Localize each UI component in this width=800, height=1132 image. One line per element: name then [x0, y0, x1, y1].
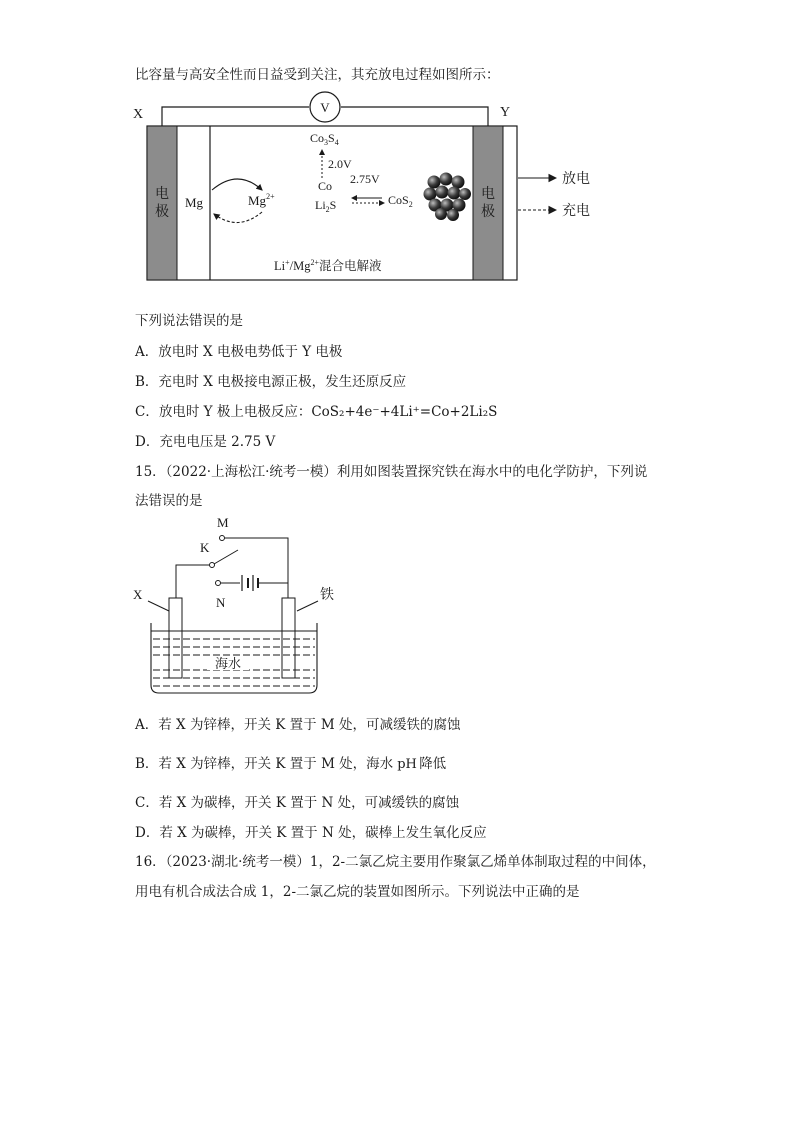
q15-stem-line2: 法错误的是	[135, 493, 203, 509]
label-y: Y	[500, 105, 511, 120]
q14-stem: 下列说法错误的是	[135, 313, 243, 329]
voltmeter-label: V	[320, 100, 330, 115]
co3s4-label: $Co_3S_4$	[310, 131, 339, 147]
wire-x-to-k	[176, 565, 209, 598]
legend-charge-label: 充电	[562, 204, 590, 219]
legend-discharge-label: 放电	[562, 172, 590, 187]
right-electrode-char2: 极	[481, 205, 495, 220]
iron-pointer	[297, 601, 318, 611]
co-label: Co	[318, 179, 333, 193]
intro-text: 比容量与高安全性而日益受到关注，其充放电过程如图所示：	[135, 67, 500, 83]
label-k: K	[200, 540, 210, 555]
mg-ion-label: $Mg^{2+}$	[248, 192, 275, 208]
q14-option-a: A．放电时 X 电极电势低于 Y 电极	[135, 344, 343, 360]
seawater-label: 海水	[214, 656, 242, 671]
terminal-n	[216, 581, 221, 586]
label-iron: 铁	[320, 588, 334, 603]
voltage-2v: 2.0V	[328, 157, 352, 171]
q15-option-a: A．若 X 为锌棒，开关 K 置于 M 处，可减缓铁的腐蚀	[135, 717, 461, 733]
q14-option-b: B．充电时 X 电极接电源正极，发生还原反应	[135, 374, 407, 390]
right-electrode-char1: 电	[481, 187, 495, 202]
electrode-x	[169, 598, 182, 678]
label-m: M	[217, 515, 229, 530]
q15-option-b-end: 降低	[419, 756, 447, 772]
label-x2: X	[133, 587, 143, 602]
right-electrode	[473, 126, 503, 280]
label-n: N	[216, 595, 226, 610]
q15-option-b-text: B．若 X 为锌棒，开关 K 置于 M 处，海水	[135, 756, 394, 772]
terminal-k	[210, 563, 215, 568]
cos2-label: CoS$_2$	[388, 193, 413, 209]
mg-label: Mg	[185, 195, 204, 210]
electrode-iron	[282, 598, 295, 678]
li2s-label: $Li_2S$	[315, 198, 337, 214]
q16-stem-line1: 16．（2023·湖北·统考一模）1，2-二氯乙烷主要用作聚氯乙烯单体制取过程的中间体，	[135, 854, 656, 870]
q14-option-c: C．放电时 Y 极上电极反应：CoS₂+4e⁻+4Li⁺=Co+2Li₂S	[135, 404, 498, 420]
switch-k	[214, 550, 238, 564]
left-electrode-char1: 电	[155, 187, 169, 202]
label-x: X	[133, 107, 144, 122]
q15-option-d: D．若 X 为碳棒，开关 K 置于 N 处，碳棒上发生氧化反应	[135, 825, 487, 841]
electrolyte-label: $Li^+/Mg^{2+}$混合电解液	[274, 258, 382, 273]
q16-stem-line2: 用电有机合成法合成 1，2-二氯乙烷的装置如图所示。下列说法中正确的是	[135, 884, 580, 900]
q15-stem-line1: 15．（2022·上海松江·统考一模）利用如图装置探究铁在海水中的电化学防护，下列说	[135, 464, 648, 480]
ph-label: pH	[397, 757, 417, 772]
battery-diagram	[0, 90, 800, 390]
q14-option-d: D．充电电压是 2.75 V	[135, 434, 276, 450]
corrosion-diagram	[0, 505, 800, 705]
left-electrode-char2: 极	[155, 205, 169, 220]
x-pointer	[148, 601, 169, 611]
wire-m-to-iron	[225, 538, 288, 598]
left-electrode	[147, 126, 177, 280]
voltage-275v: 2.75V	[350, 172, 380, 186]
terminal-m	[220, 536, 225, 541]
q15-option-c: C．若 X 为碳棒，开关 K 置于 N 处，可减缓铁的腐蚀	[135, 795, 460, 811]
q15-option-b	[135, 755, 446, 773]
